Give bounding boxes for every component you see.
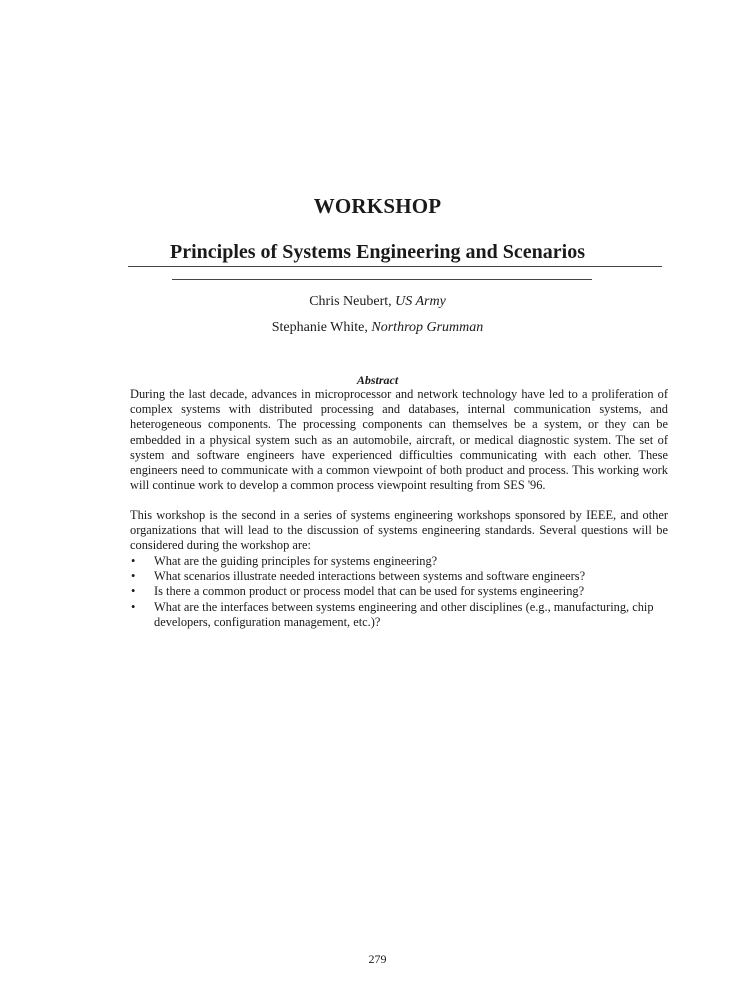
abstract-paragraph-1: During the last decade, advances in microprocessor and network technology have led to a proliferation of complex systems with distributed processing and databases, internal communication systems, and heterogeneous components. The processing components can themselves be a system, or they can be embedded in a physical system such as an automobile, aircraft, or medical diagnostic system. The set of system and software engineers have experienced difficulties communicating with each other. These engineers need to communicate with a common viewpoint of both product and process. This working work will continue work to develop a common process viewpoint resulting from SES '96. <box>130 387 668 493</box>
abstract-heading: Abstract <box>356 373 399 387</box>
author-1 <box>0 294 755 310</box>
list-item: • What scenarios illustrate needed interactions between systems and software engineers? <box>131 569 586 584</box>
page-number: 279 <box>368 952 387 966</box>
list-item: • What are the guiding principles for systems engineering? <box>131 554 438 568</box>
list-item: • Is there a common product or process model that can be used for systems engineering? <box>131 584 585 599</box>
bullet-icon: • <box>131 584 136 599</box>
author-name: Stephanie White, <box>271 320 368 335</box>
author-name: Chris Neubert, <box>309 294 392 309</box>
list-item: • What are the interfaces between systems engineering and other disciplines (e.g., manufacturing, chip developers, configuration management, etc.)? <box>131 599 654 629</box>
paper-title: Principles of Systems Engineering and Scenarios <box>169 241 585 263</box>
author-2 <box>0 320 755 336</box>
question-list <box>130 554 668 630</box>
author-affiliation: US Army <box>395 294 446 309</box>
bullet-icon: • <box>131 554 136 568</box>
section-label: WORKSHOP <box>313 194 442 218</box>
title-rule-bottom <box>172 279 592 280</box>
abstract-paragraph-2: This workshop is the second in a series of systems engineering workshops sponsored by IEEE, and other organizations that will lead to the discussion of systems engineering standards. Several questions will be considered during the workshop are: <box>130 508 668 553</box>
author-affiliation: Northrop Grumman <box>371 320 484 335</box>
bullet-icon: • <box>131 599 136 614</box>
bullet-icon: • <box>131 569 136 584</box>
title-rule-top <box>128 266 662 267</box>
